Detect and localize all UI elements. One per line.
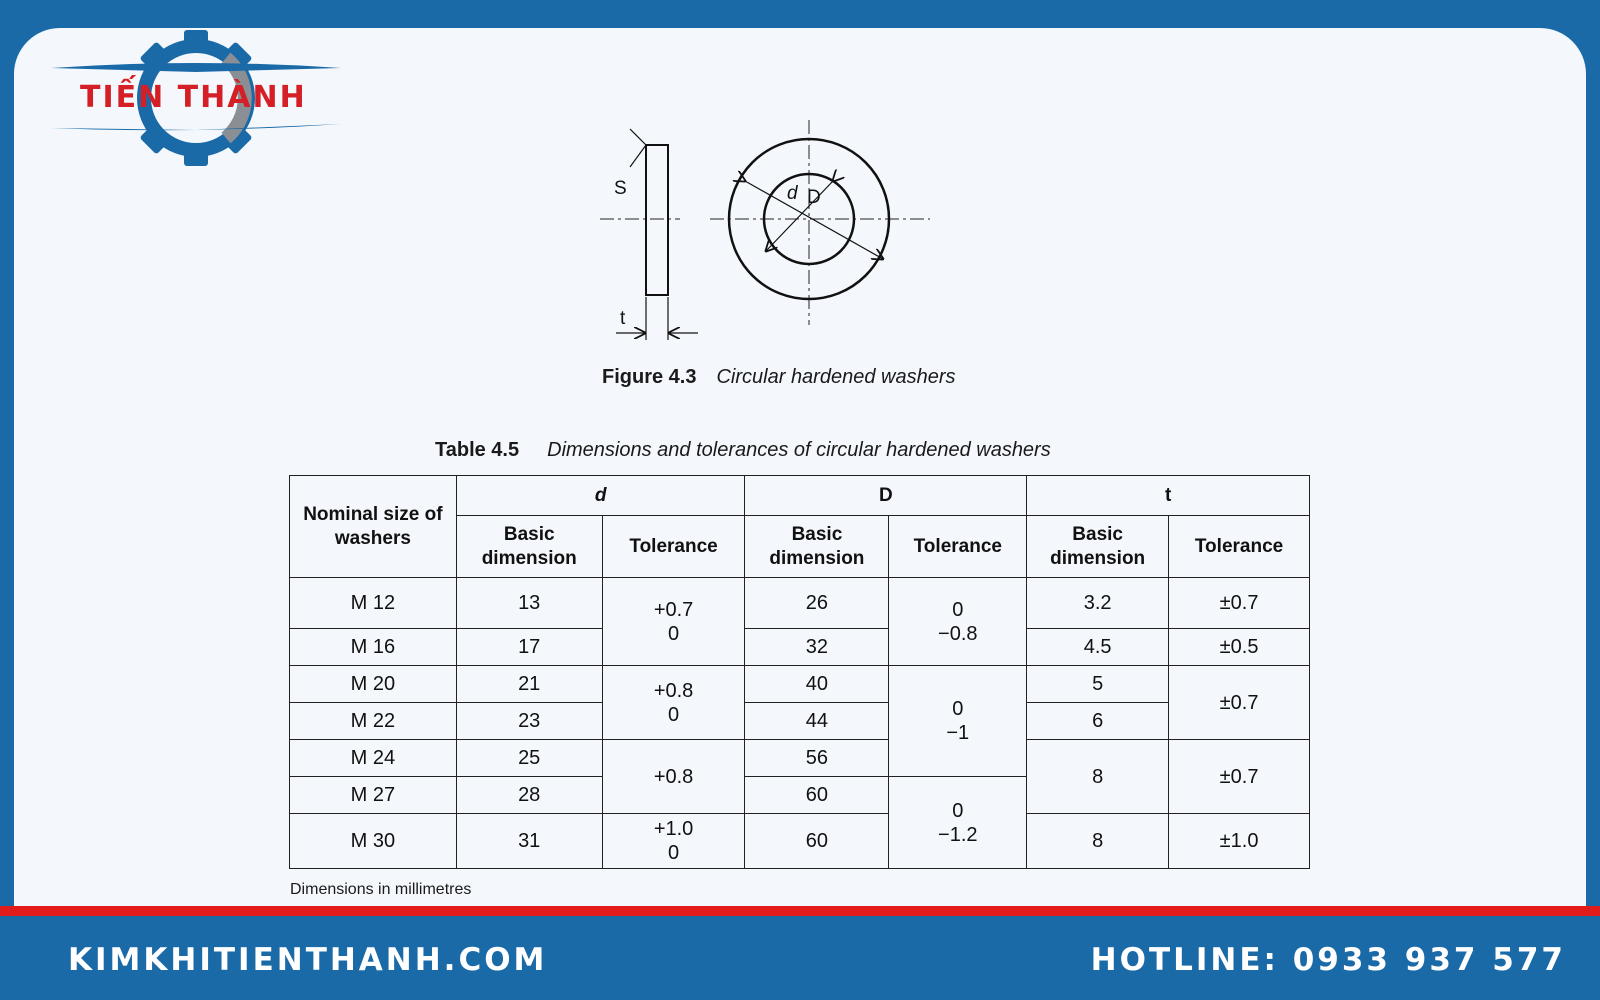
d-basic-cell: 13 (456, 578, 602, 629)
table-row (290, 814, 1310, 869)
table-row (290, 578, 1310, 629)
t-tolerance-cell: ±0.7 (1169, 740, 1310, 814)
d-basic-cell: 28 (456, 777, 602, 814)
washer-diagram (590, 115, 930, 350)
d-tolerance-cell (602, 814, 745, 869)
d-basic-cell: 21 (456, 666, 602, 703)
table-row (290, 666, 1310, 703)
t-tolerance-cell: ±0.5 (1169, 629, 1310, 666)
figure-title: Circular hardened washers (716, 366, 956, 388)
D-label: D (807, 187, 821, 208)
t-basic-cell: 3.2 (1027, 578, 1169, 629)
table-number: Table 4.5 (435, 439, 520, 461)
table-title: Dimensions and tolerances of circular hardened washers (547, 439, 1051, 461)
table-caption (435, 439, 1051, 462)
d-label: d (787, 183, 798, 204)
tol-bottom: 0 (667, 842, 680, 864)
D-basic-cell: 60 (745, 777, 889, 814)
washer-figure (590, 115, 930, 350)
header-nominal-size: Nominal size of washers (290, 476, 457, 578)
header-D-tolerance: Tolerance (889, 516, 1027, 578)
header-t-tolerance: Tolerance (1169, 516, 1310, 578)
size-cell: M 12 (290, 578, 457, 629)
tol-bottom: −0.8 (938, 622, 978, 645)
tol-top: +0.8 (653, 765, 694, 788)
size-cell: M 16 (290, 629, 457, 666)
t-tolerance-cell: ±0.7 (1169, 578, 1310, 629)
header-d: d (456, 476, 745, 516)
figure-number: Figure 4.3 (602, 366, 697, 388)
D-tolerance-cell (889, 666, 1027, 777)
D-tolerance-cell (889, 777, 1027, 869)
figure-caption (602, 366, 956, 389)
hotline-text[interactable]: HOTLINE: 0933 937 577 (1090, 942, 1566, 978)
tol-top: +1.0 (653, 818, 694, 840)
header-D: D (745, 476, 1027, 516)
D-basic-cell: 60 (745, 814, 889, 869)
size-cell: M 22 (290, 703, 457, 740)
header-row-1 (290, 476, 1310, 516)
d-basic-cell: 23 (456, 703, 602, 740)
washer-dimensions-table (289, 475, 1310, 869)
website-link[interactable]: KIMKHITIENTHANH.COM (68, 942, 548, 978)
D-basic-cell: 56 (745, 740, 889, 777)
tol-bottom: 0 (667, 622, 680, 645)
D-basic-cell: 44 (745, 703, 889, 740)
size-cell: M 30 (290, 814, 457, 869)
t-basic-cell: 4.5 (1027, 629, 1169, 666)
d-tolerance-cell (602, 666, 745, 740)
tol-top: +0.8 (653, 679, 694, 702)
size-cell: M 24 (290, 740, 457, 777)
t-basic-cell: 8 (1027, 740, 1169, 814)
header-D-basic: Basic dimension (745, 516, 889, 578)
footer-divider (0, 906, 1600, 916)
d-basic-cell: 31 (456, 814, 602, 869)
header-d-basic: Basic dimension (456, 516, 602, 578)
header-t: t (1027, 476, 1310, 516)
table-row (290, 629, 1310, 666)
size-cell: M 20 (290, 666, 457, 703)
t-basic-cell: 8 (1027, 814, 1169, 869)
table-row (290, 703, 1310, 740)
tol-top: 0 (952, 799, 964, 822)
header-d-tolerance: Tolerance (602, 516, 745, 578)
t-tolerance-cell: ±0.7 (1169, 666, 1310, 740)
t-label: t (620, 308, 626, 329)
header-t-basic: Basic dimension (1027, 516, 1169, 578)
D-basic-cell: 32 (745, 629, 889, 666)
t-basic-cell: 6 (1027, 703, 1169, 740)
d-basic-cell: 17 (456, 629, 602, 666)
t-basic-cell: 5 (1027, 666, 1169, 703)
D-tolerance-cell (889, 578, 1027, 666)
d-tolerance-cell (602, 740, 745, 814)
s-label: S (614, 178, 627, 199)
brand-name: TIẾN THÀNH (80, 80, 307, 115)
units-note: Dimensions in millimetres (290, 881, 472, 898)
t-tolerance-cell: ±1.0 (1169, 814, 1310, 869)
size-cell: M 27 (290, 777, 457, 814)
D-basic-cell: 40 (745, 666, 889, 703)
D-basic-cell: 26 (745, 578, 889, 629)
tol-top: 0 (952, 598, 964, 621)
tol-top: 0 (952, 698, 964, 720)
tol-top: +0.7 (653, 598, 694, 621)
tol-bottom: −1 (946, 722, 970, 744)
d-tolerance-cell (602, 578, 745, 666)
table-row (290, 740, 1310, 777)
tol-bottom: −1.2 (938, 823, 978, 846)
d-basic-cell: 25 (456, 740, 602, 777)
tol-bottom: 0 (667, 703, 680, 726)
